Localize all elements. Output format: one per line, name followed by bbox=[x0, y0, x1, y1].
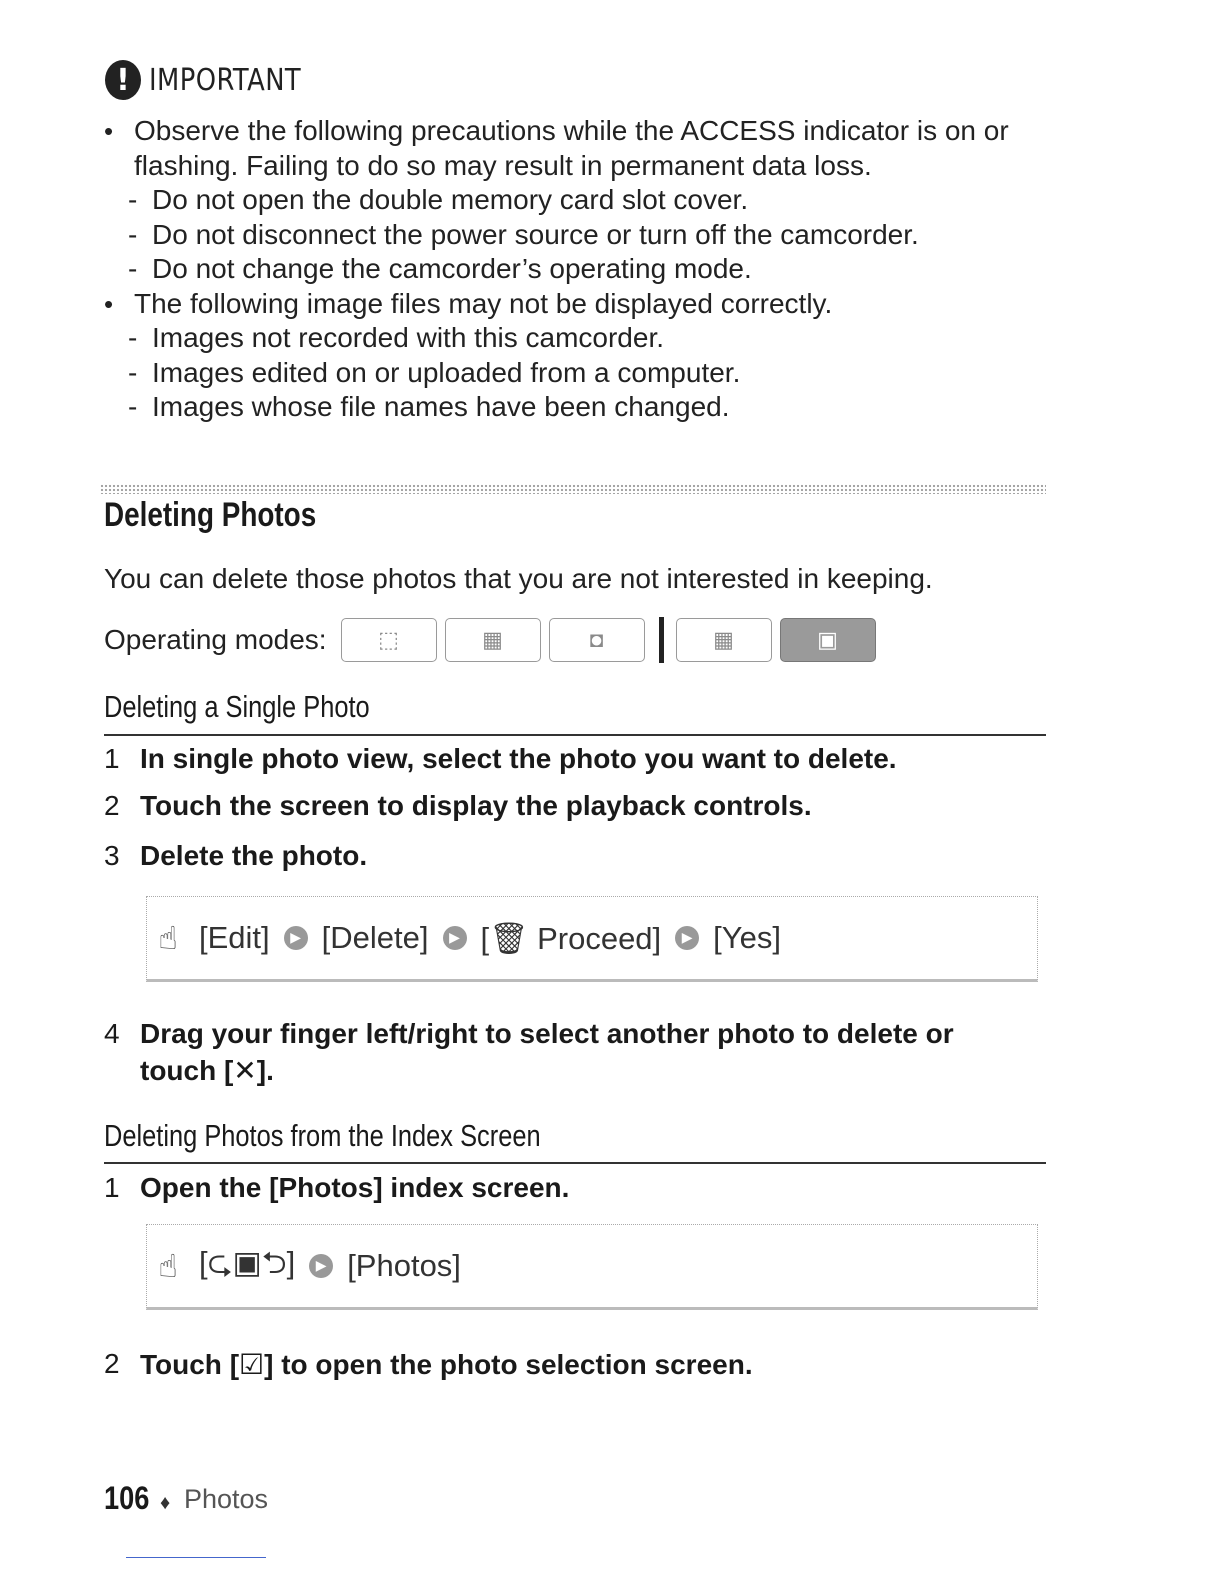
procedure-item: [Delete] bbox=[321, 920, 429, 955]
step-number: 3 bbox=[104, 840, 120, 871]
mode-movie-playback-icon: ▦ bbox=[676, 618, 772, 662]
procedure-box bbox=[146, 1224, 1038, 1310]
step-number: 2 bbox=[104, 1348, 120, 1379]
next-arrow-icon: ▶ bbox=[309, 1254, 333, 1278]
procedure-box bbox=[146, 896, 1038, 982]
important-sub-item: - Images whose file names have been changed. bbox=[104, 390, 1064, 425]
step-item bbox=[104, 790, 812, 822]
mode-divider bbox=[659, 617, 664, 663]
touch-hand-icon: ☝ bbox=[158, 919, 178, 957]
section-title: Deleting Photos bbox=[104, 496, 317, 534]
next-arrow-icon: ▶ bbox=[443, 926, 467, 950]
step-item bbox=[104, 1015, 1034, 1089]
important-header bbox=[105, 58, 326, 102]
procedure-item: [Edit] bbox=[199, 920, 270, 955]
subsection-heading-index: Deleting Photos from the Index Screen bbox=[104, 1118, 541, 1153]
procedure-item: [⮎▣⮌] bbox=[199, 1244, 296, 1280]
important-sub-item: - Do not change the camcorder’s operating mode. bbox=[104, 252, 1064, 287]
step-item bbox=[104, 1172, 569, 1204]
step-text: In single photo view, select the photo you want to delete. bbox=[140, 743, 897, 774]
section-separator bbox=[100, 484, 1046, 494]
mode-dual-shot-icon: ⬚ bbox=[341, 618, 437, 662]
important-sub-item: - Images edited on or uploaded from a computer. bbox=[104, 356, 1064, 391]
heading-rule bbox=[104, 734, 1046, 736]
step-text: Touch the screen to display the playback controls. bbox=[140, 790, 812, 821]
important-sub-item: - Images not recorded with this camcorder. bbox=[104, 321, 1064, 356]
step-text: Drag your finger left/right to select another photo to delete or touch [✕]. bbox=[140, 1018, 954, 1086]
footer-separator: ♦ bbox=[160, 1492, 171, 1514]
important-sub-item: - Do not disconnect the power source or turn off the camcorder. bbox=[104, 218, 1064, 253]
subsection-heading-single: Deleting a Single Photo bbox=[104, 689, 370, 724]
step-number: 2 bbox=[104, 790, 120, 821]
page-number: 106 bbox=[104, 1480, 150, 1516]
procedure-item: [Photos] bbox=[347, 1248, 461, 1283]
footer-section: Photos bbox=[184, 1484, 269, 1514]
section-intro: You can delete those photos that you are not interested in keeping. bbox=[104, 563, 933, 594]
mode-photo-camera-icon: ◘ bbox=[549, 618, 645, 662]
next-arrow-icon: ▶ bbox=[675, 926, 699, 950]
next-arrow-icon: ▶ bbox=[284, 926, 308, 950]
step-item bbox=[104, 1348, 753, 1381]
step-number: 1 bbox=[104, 1172, 120, 1203]
step-text: Delete the photo. bbox=[140, 840, 368, 871]
step-text: Touch [☑] to open the photo selection screen. bbox=[140, 1349, 753, 1380]
important-bullet-1: • Observe the following precautions while the ACCESS indicator is on or flashing. Failing to do so may result in permanent data loss. bbox=[104, 114, 1064, 183]
procedure-item: [Yes] bbox=[713, 920, 781, 955]
important-sub-item: - Do not open the double memory card slot cover. bbox=[104, 183, 1064, 218]
operating-modes bbox=[104, 617, 884, 663]
step-item bbox=[104, 743, 897, 775]
important-body bbox=[104, 114, 1064, 425]
step-item bbox=[104, 840, 367, 872]
touch-hand-icon: ☝ bbox=[158, 1247, 178, 1285]
mode-movie-camera-icon: ▦ bbox=[445, 618, 541, 662]
step-number: 1 bbox=[104, 743, 120, 774]
heading-rule bbox=[104, 1162, 1046, 1164]
step-number: 4 bbox=[104, 1018, 120, 1049]
step-text: Open the [Photos] index screen. bbox=[140, 1172, 570, 1203]
procedure-item: [🗑 Proceed] bbox=[480, 920, 662, 956]
important-bullet-2: • The following image files may not be displayed correctly. bbox=[104, 287, 1064, 322]
footer-rule bbox=[126, 1557, 266, 1558]
mode-photo-playback-icon: ▣ bbox=[780, 618, 876, 662]
exclamation-icon: ! bbox=[105, 60, 141, 100]
important-title: IMPORTANT bbox=[149, 62, 302, 98]
operating-modes-label: Operating modes: bbox=[104, 624, 327, 655]
